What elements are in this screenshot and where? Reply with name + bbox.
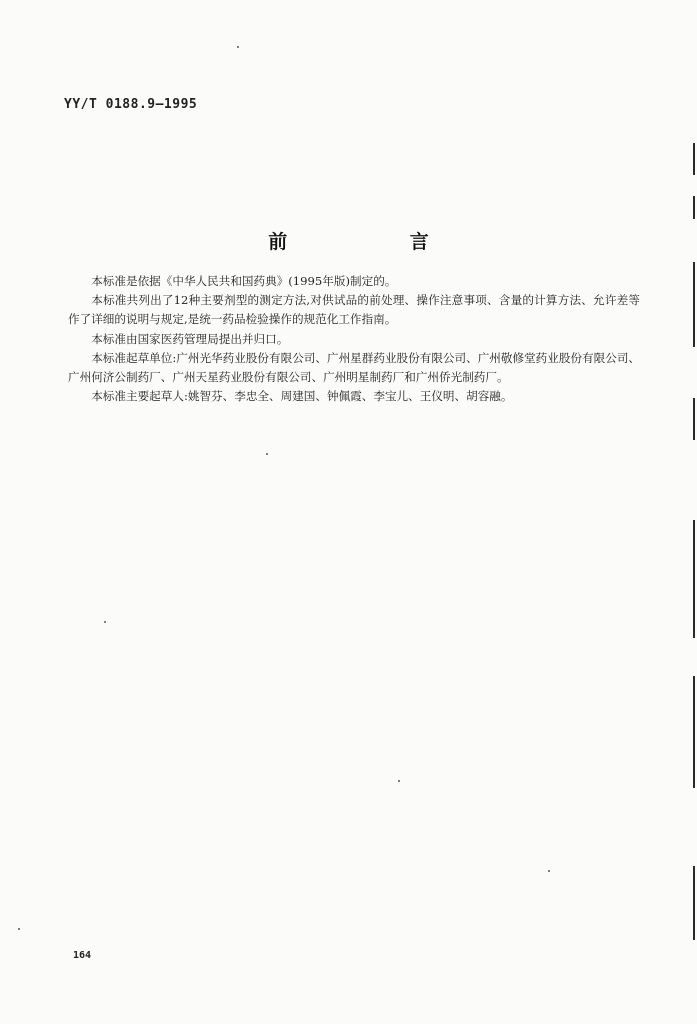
foreword-body xyxy=(68,272,640,406)
scan-speck xyxy=(18,928,20,930)
scan-edge-mark xyxy=(693,520,695,638)
paragraph-drafters: 本标准主要起草人:姚智芬、李忠全、周建国、钟佩霞、李宝儿、王仪明、胡容融。 xyxy=(91,389,513,404)
page-title: 前 言 xyxy=(268,231,487,253)
scan-speck xyxy=(104,621,106,623)
scan-speck xyxy=(237,46,239,48)
scan-speck xyxy=(266,453,268,455)
scan-edge-mark xyxy=(693,262,695,347)
scan-edge-mark xyxy=(693,196,695,219)
scan-edge-mark xyxy=(693,676,695,788)
paragraph-drafting-units: 本标准起草单位:广州光华药业股份有限公司、广州星群药业股份有限公司、广州敬修堂药业股份有限公司、广州何济公制药厂、广州天星药业股份有限公司、广州明星制药厂和广州侨光制药厂。 xyxy=(68,350,641,385)
paragraph-scope: 本标准共列出了12种主要剂型的测定方法,对供试品的前处理、操作注意事项、含量的计算方法、允许差等作了详细的说明与规定,是统一药品检验操作的规范化工作指南。 xyxy=(68,293,640,327)
standard-number: YY/T 0188.9—1995 xyxy=(64,97,198,112)
page-number: 164 xyxy=(73,950,92,961)
paragraph-basis: 本标准是依据《中华人民共和国药典》(1995年版)制定的。 xyxy=(91,274,397,288)
scan-edge-mark xyxy=(693,143,695,175)
paragraph-proposer: 本标准由国家医药管理局提出并归口。 xyxy=(91,331,289,346)
scan-edge-mark xyxy=(693,398,695,440)
scan-edge-mark xyxy=(693,866,695,940)
scan-speck xyxy=(398,780,400,782)
scan-speck xyxy=(548,870,550,872)
